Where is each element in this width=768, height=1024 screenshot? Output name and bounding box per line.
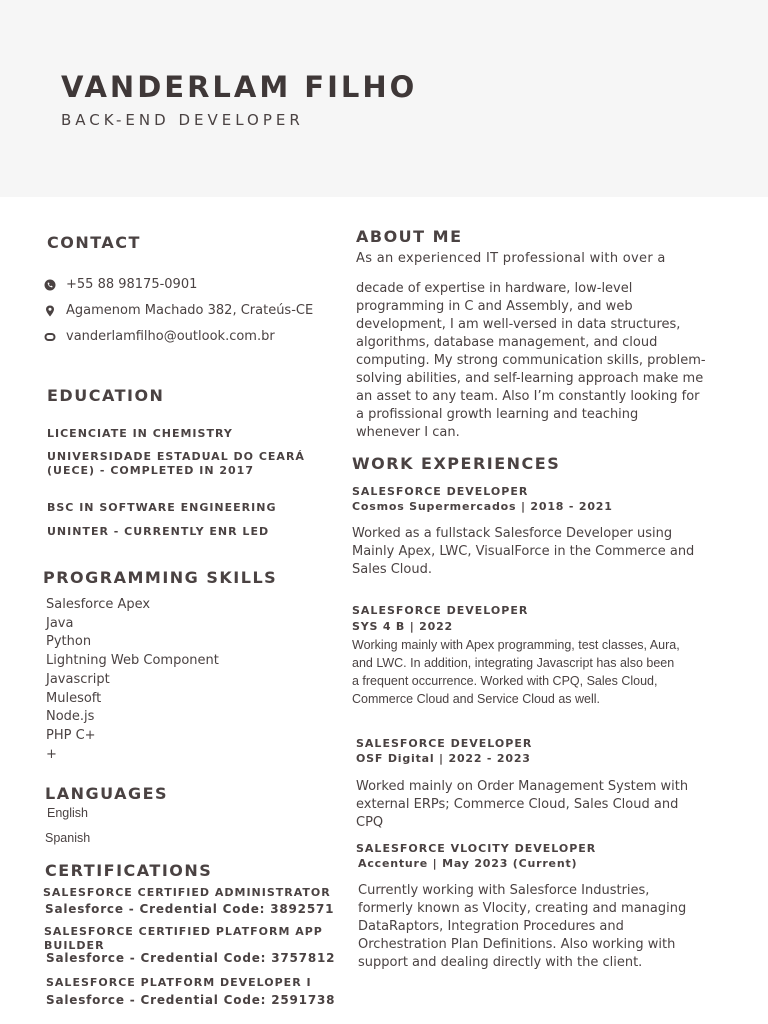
about-heading: ABOUT ME <box>356 227 463 246</box>
certification-name: SALESFORCE PLATFORM DEVELOPER I <box>46 976 312 989</box>
certification-code: Salesforce - Credential Code: 3892571 <box>45 902 335 916</box>
job-description: Worked mainly on Order Management System with external ERPs; Commerce Cloud, Sales Cloud and CPQ <box>356 779 689 830</box>
email-address[interactable]: vanderlamfilho@outlook.com.br <box>66 329 275 344</box>
job-company: OSF Digital | 2022 - 2023 <box>356 752 531 765</box>
skill-item: Javascript <box>46 671 110 687</box>
skill-item: PHP C+ <box>46 727 96 743</box>
job-company: SYS 4 B | 2022 <box>352 620 453 633</box>
skill-item: + <box>46 746 57 762</box>
certification-name: SALESFORCE CERTIFIED PLATFORM APP <box>44 925 323 938</box>
languages-heading: LANGUAGES <box>45 784 169 803</box>
work-heading: WORK EXPERIENCES <box>352 454 561 473</box>
about-text: decade of expertise in hardware, low-level programming in C and Assembly, and web development, I am well-versed in data structures, algorithms, database management, and cloud computing. My strong communication skills, problem-solving abilities, and self-learning approach make me an asset to any team. Also I’m constantly looking for a profissional growth learning and teaching whenever I can. <box>356 281 706 440</box>
skills-heading: PROGRAMMING SKILLS <box>43 568 278 587</box>
certification-name: SALESFORCE CERTIFIED ADMINISTRATOR <box>43 886 331 899</box>
job-description: Worked as a fullstack Salesforce Developer using Mainly Apex, LWC, VisualForce in the Commerce and Sales Cloud. <box>352 526 695 577</box>
job-company: Cosmos Supermercados | 2018 - 2021 <box>352 500 613 513</box>
certifications-heading: CERTIFICATIONS <box>45 861 213 880</box>
skills-list <box>46 596 219 764</box>
job-role: BACK-END DEVELOPER <box>61 111 304 129</box>
certification-code: Salesforce - Credential Code: 3757812 <box>46 951 336 965</box>
job-title: SALESFORCE VLOCITY DEVELOPER <box>356 842 597 855</box>
job-title: SALESFORCE DEVELOPER <box>352 485 529 498</box>
skill-item: Java <box>46 615 74 631</box>
contact-phone <box>44 277 197 292</box>
skill-item: Mulesoft <box>46 690 102 706</box>
phone-number[interactable]: +55 88 98175-0901 <box>66 277 198 292</box>
job-description: Working mainly with Apex programming, test classes, Aura, and LWC. In addition, integrating Javascript has also been a frequent occurrence. Worked with CPQ, Sales Cloud, Commerce Cloud and Service Cloud as well. <box>352 638 680 706</box>
person-name: VANDERLAM FILHO <box>61 70 418 104</box>
certification-name-line2: BUILDER <box>44 939 105 952</box>
contact-email <box>44 329 275 344</box>
education-heading: EDUCATION <box>47 386 165 405</box>
education-degree-1: LICENCIATE IN CHEMISTRY <box>47 427 233 440</box>
contact-address <box>44 303 313 318</box>
education-school-1: UNIVERSIDADE ESTADUAL DO CEARÁ <box>47 450 305 463</box>
language-item: English <box>47 806 88 820</box>
job-company: Accenture | May 2023 (Current) <box>358 857 578 870</box>
education-degree-2: BSC IN SOFTWARE ENGINEERING <box>47 501 277 514</box>
job-description: Currently working with Salesforce Industries, formerly known as Vlocity, creating and managing DataRaptors, Integration Procedures and Orchestration Plan Definitions. Also working with support and dealing directly with the client. <box>358 883 687 970</box>
job-title: SALESFORCE DEVELOPER <box>352 604 529 617</box>
skill-item: Python <box>46 634 92 650</box>
phone-icon <box>44 279 56 291</box>
education-school-1-line2: (UECE) - COMPLETED IN 2017 <box>47 464 254 477</box>
skill-item: Node.js <box>46 709 95 725</box>
skill-item: Lightning Web Component <box>46 653 219 669</box>
contact-heading: CONTACT <box>47 233 141 252</box>
skill-item: Salesforce Apex <box>46 597 151 612</box>
certification-code: Salesforce - Credential Code: 2591738 <box>46 993 336 1007</box>
about-first-line: As an experienced IT professional with over a <box>356 251 666 266</box>
email-icon <box>44 331 56 343</box>
job-title: SALESFORCE DEVELOPER <box>356 737 533 750</box>
education-school-2: UNINTER - CURRENTLY ENR LED <box>47 525 270 538</box>
language-item: Spanish <box>45 831 91 845</box>
address-text: Agamenom Machado 382, Crateús-CE <box>66 303 314 318</box>
location-pin-icon <box>44 305 56 317</box>
